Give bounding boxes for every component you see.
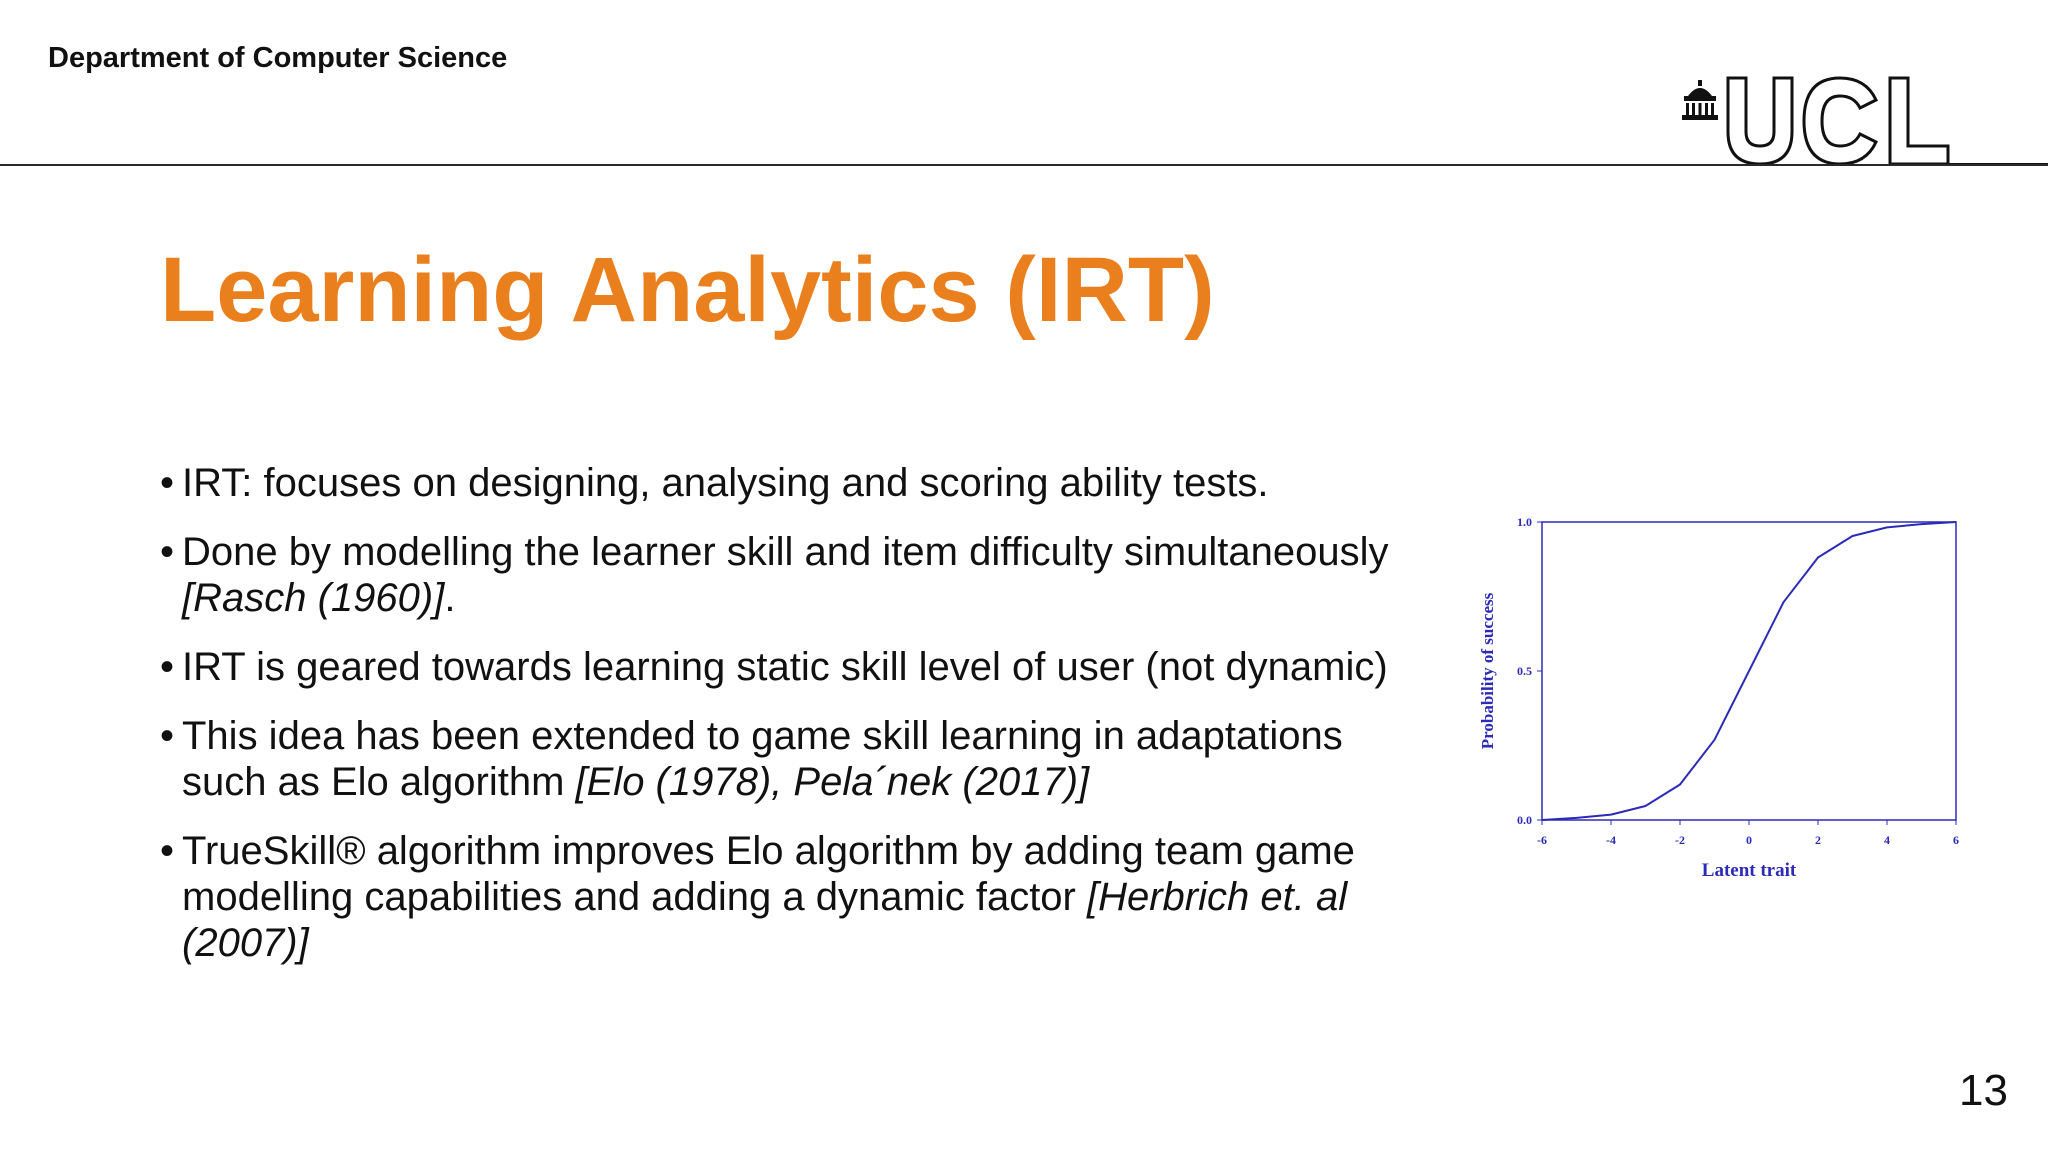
bullet-text: Done by modelling the learner skill and item difficulty simultaneously	[182, 530, 1389, 574]
bullet-item	[160, 828, 1420, 966]
y-tick-label: 1.0	[1517, 515, 1532, 529]
bullet-citation: [Elo (1978), Pela´nek (2017)]	[575, 760, 1090, 804]
bullet-item	[160, 460, 1420, 506]
portico-icon	[1682, 80, 1718, 120]
x-axis-label: Latent trait	[1701, 860, 1797, 881]
bullet-icon: •	[160, 829, 175, 873]
bullet-icon: •	[160, 530, 175, 574]
page-number: 13	[1959, 1066, 2008, 1115]
bullet-item	[160, 529, 1420, 621]
bullet-citation: [Rasch (1960)]	[182, 576, 445, 620]
y-tick-label: 0.5	[1517, 664, 1532, 678]
ucl-logo	[1680, 72, 2048, 171]
bullet-citation: [Herbrich et. al (2007)]	[182, 875, 1348, 965]
y-tick-label: 0.0	[1517, 813, 1532, 827]
bullet-item	[160, 713, 1420, 805]
slide-title: Learning Analytics (IRT)	[160, 239, 1215, 341]
bullet-text: IRT: focuses on designing, analysing and scoring ability tests.	[182, 461, 1269, 505]
bullet-item	[160, 644, 1420, 690]
header-divider	[0, 164, 2048, 166]
bullet-text: IRT is geared towards learning static skill level of user (not dynamic)	[182, 645, 1388, 689]
irt-chart	[1460, 500, 1980, 900]
x-tick-label: -6	[1537, 833, 1547, 847]
x-tick-label: 2	[1815, 833, 1821, 847]
ucl-logo-graphic	[1680, 72, 2048, 166]
bullet-text: This idea has been extended to game skill learning in adaptations such as Elo algorithm	[182, 714, 1343, 804]
x-tick-label: -4	[1606, 833, 1616, 847]
bullet-icon: •	[160, 645, 175, 689]
x-tick-label: 6	[1953, 833, 1959, 847]
department-label: Department of Computer Science	[48, 42, 508, 74]
bullet-icon: •	[160, 461, 175, 505]
x-tick-label: 4	[1884, 833, 1890, 847]
bullet-tail: .	[444, 576, 456, 620]
bullet-icon: •	[160, 714, 175, 758]
x-tick-label: 0	[1746, 833, 1752, 847]
series-line	[1542, 522, 1956, 820]
bullet-list	[160, 460, 1420, 989]
bullet-text: TrueSkill® algorithm improves Elo algorithm by adding team game modelling capabilities and adding a dynamic factor	[182, 829, 1355, 919]
y-axis-label: Probability of success	[1478, 592, 1497, 750]
x-tick-label: -2	[1675, 833, 1685, 847]
